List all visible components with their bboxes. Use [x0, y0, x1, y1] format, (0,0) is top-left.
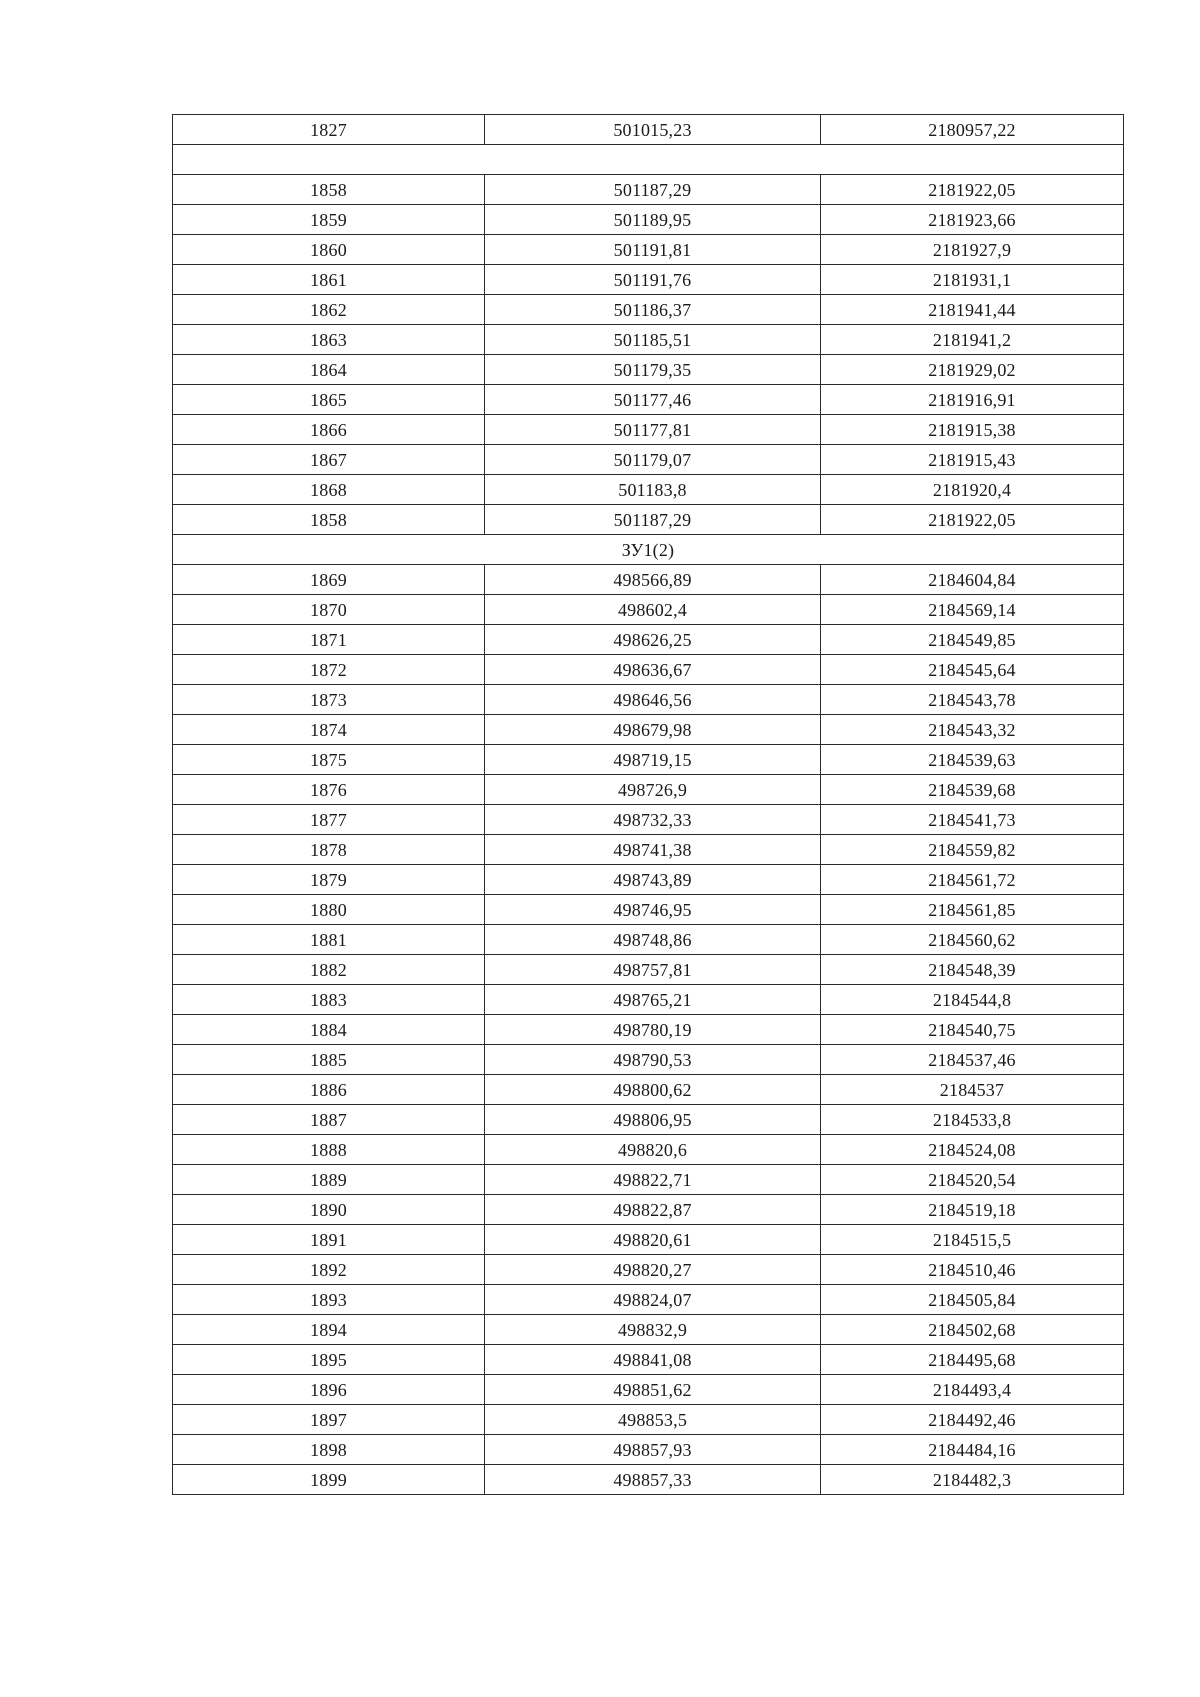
point-number-cell: 1872: [173, 655, 485, 685]
table-row: [173, 1435, 1124, 1465]
y-coordinate-cell: 2184560,62: [821, 925, 1124, 955]
table-row: [173, 835, 1124, 865]
table-row: [173, 805, 1124, 835]
point-number-cell: 1880: [173, 895, 485, 925]
point-number-cell: 1827: [173, 115, 485, 145]
x-coordinate-cell: 498853,5: [485, 1405, 821, 1435]
table-row: [173, 1255, 1124, 1285]
y-coordinate-cell: 2181931,1: [821, 265, 1124, 295]
table-row: [173, 415, 1124, 445]
y-coordinate-cell: 2184537,46: [821, 1045, 1124, 1075]
point-number-cell: 1899: [173, 1465, 485, 1495]
y-coordinate-cell: 2184482,3: [821, 1465, 1124, 1495]
x-coordinate-cell: 498602,4: [485, 595, 821, 625]
x-coordinate-cell: 498719,15: [485, 745, 821, 775]
point-number-cell: 1898: [173, 1435, 485, 1465]
x-coordinate-cell: 498857,93: [485, 1435, 821, 1465]
y-coordinate-cell: 2184543,32: [821, 715, 1124, 745]
point-number-cell: 1861: [173, 265, 485, 295]
separator-row: [173, 145, 1124, 175]
table-row: [173, 955, 1124, 985]
table-row: [173, 685, 1124, 715]
x-coordinate-cell: 501185,51: [485, 325, 821, 355]
x-coordinate-cell: 501179,07: [485, 445, 821, 475]
table-row: [173, 355, 1124, 385]
x-coordinate-cell: 498822,87: [485, 1195, 821, 1225]
point-number-cell: 1891: [173, 1225, 485, 1255]
table-row: [173, 115, 1124, 145]
y-coordinate-cell: 2184539,68: [821, 775, 1124, 805]
table-row: [173, 1315, 1124, 1345]
table-row: [173, 595, 1124, 625]
point-number-cell: 1873: [173, 685, 485, 715]
y-coordinate-cell: 2184561,72: [821, 865, 1124, 895]
point-number-cell: 1878: [173, 835, 485, 865]
point-number-cell: 1869: [173, 565, 485, 595]
x-coordinate-cell: 501015,23: [485, 115, 821, 145]
point-number-cell: 1874: [173, 715, 485, 745]
point-number-cell: 1862: [173, 295, 485, 325]
table-row: [173, 1465, 1124, 1495]
table-row: [173, 1105, 1124, 1135]
table-row: [173, 385, 1124, 415]
y-coordinate-cell: 2184493,4: [821, 1375, 1124, 1405]
x-coordinate-cell: 498732,33: [485, 805, 821, 835]
point-number-cell: 1867: [173, 445, 485, 475]
point-number-cell: 1858: [173, 175, 485, 205]
table-row: [173, 1285, 1124, 1315]
x-coordinate-cell: 498679,98: [485, 715, 821, 745]
coordinates-table: [172, 114, 1124, 1495]
point-number-cell: 1882: [173, 955, 485, 985]
x-coordinate-cell: 498748,86: [485, 925, 821, 955]
section-heading: ЗУ1(2): [173, 535, 1124, 565]
table-row: [173, 505, 1124, 535]
point-number-cell: 1897: [173, 1405, 485, 1435]
table-row: [173, 1225, 1124, 1255]
y-coordinate-cell: 2184541,73: [821, 805, 1124, 835]
x-coordinate-cell: 501183,8: [485, 475, 821, 505]
table-row: [173, 445, 1124, 475]
point-number-cell: 1870: [173, 595, 485, 625]
table-row: [173, 1135, 1124, 1165]
x-coordinate-cell: 501179,35: [485, 355, 821, 385]
point-number-cell: 1864: [173, 355, 485, 385]
y-coordinate-cell: 2181941,2: [821, 325, 1124, 355]
x-coordinate-cell: 498822,71: [485, 1165, 821, 1195]
x-coordinate-cell: 498806,95: [485, 1105, 821, 1135]
table-row: [173, 295, 1124, 325]
y-coordinate-cell: 2181941,44: [821, 295, 1124, 325]
coordinates-table-body: [173, 115, 1124, 1495]
y-coordinate-cell: 2184484,16: [821, 1435, 1124, 1465]
y-coordinate-cell: 2184540,75: [821, 1015, 1124, 1045]
x-coordinate-cell: 498726,9: [485, 775, 821, 805]
point-number-cell: 1884: [173, 1015, 485, 1045]
y-coordinate-cell: 2184543,78: [821, 685, 1124, 715]
x-coordinate-cell: 498800,62: [485, 1075, 821, 1105]
y-coordinate-cell: 2184502,68: [821, 1315, 1124, 1345]
x-coordinate-cell: 501189,95: [485, 205, 821, 235]
point-number-cell: 1885: [173, 1045, 485, 1075]
table-row: [173, 1045, 1124, 1075]
table-row: [173, 1015, 1124, 1045]
x-coordinate-cell: 501191,81: [485, 235, 821, 265]
y-coordinate-cell: 2184549,85: [821, 625, 1124, 655]
point-number-cell: 1893: [173, 1285, 485, 1315]
table-row: [173, 565, 1124, 595]
point-number-cell: 1860: [173, 235, 485, 265]
x-coordinate-cell: 498832,9: [485, 1315, 821, 1345]
y-coordinate-cell: 2184492,46: [821, 1405, 1124, 1435]
point-number-cell: 1887: [173, 1105, 485, 1135]
x-coordinate-cell: 498743,89: [485, 865, 821, 895]
y-coordinate-cell: 2181916,91: [821, 385, 1124, 415]
point-number-cell: 1879: [173, 865, 485, 895]
table-row: [173, 1195, 1124, 1225]
point-number-cell: 1868: [173, 475, 485, 505]
x-coordinate-cell: 501177,46: [485, 385, 821, 415]
x-coordinate-cell: 501186,37: [485, 295, 821, 325]
point-number-cell: 1883: [173, 985, 485, 1015]
y-coordinate-cell: 2184505,84: [821, 1285, 1124, 1315]
point-number-cell: 1890: [173, 1195, 485, 1225]
x-coordinate-cell: 498636,67: [485, 655, 821, 685]
x-coordinate-cell: 498646,56: [485, 685, 821, 715]
x-coordinate-cell: 498841,08: [485, 1345, 821, 1375]
y-coordinate-cell: 2181922,05: [821, 505, 1124, 535]
table-row: [173, 925, 1124, 955]
x-coordinate-cell: 498820,27: [485, 1255, 821, 1285]
x-coordinate-cell: 501177,81: [485, 415, 821, 445]
x-coordinate-cell: 498765,21: [485, 985, 821, 1015]
table-row: [173, 985, 1124, 1015]
x-coordinate-cell: 498780,19: [485, 1015, 821, 1045]
y-coordinate-cell: 2181920,4: [821, 475, 1124, 505]
table-row: [173, 1345, 1124, 1375]
x-coordinate-cell: 498824,07: [485, 1285, 821, 1315]
point-number-cell: 1892: [173, 1255, 485, 1285]
table-row: [173, 205, 1124, 235]
point-number-cell: 1895: [173, 1345, 485, 1375]
point-number-cell: 1866: [173, 415, 485, 445]
x-coordinate-cell: 498741,38: [485, 835, 821, 865]
point-number-cell: 1888: [173, 1135, 485, 1165]
table-row: [173, 1075, 1124, 1105]
separator-cell: [173, 145, 1124, 175]
table-row: [173, 475, 1124, 505]
y-coordinate-cell: 2184544,8: [821, 985, 1124, 1015]
y-coordinate-cell: 2184510,46: [821, 1255, 1124, 1285]
y-coordinate-cell: 2181927,9: [821, 235, 1124, 265]
section-heading-row: [173, 535, 1124, 565]
table-row: [173, 775, 1124, 805]
point-number-cell: 1886: [173, 1075, 485, 1105]
point-number-cell: 1875: [173, 745, 485, 775]
x-coordinate-cell: 498790,53: [485, 1045, 821, 1075]
point-number-cell: 1865: [173, 385, 485, 415]
x-coordinate-cell: 501187,29: [485, 175, 821, 205]
y-coordinate-cell: 2184569,14: [821, 595, 1124, 625]
point-number-cell: 1863: [173, 325, 485, 355]
y-coordinate-cell: 2181915,43: [821, 445, 1124, 475]
y-coordinate-cell: 2184604,84: [821, 565, 1124, 595]
x-coordinate-cell: 498820,6: [485, 1135, 821, 1165]
table-row: [173, 1165, 1124, 1195]
table-row: [173, 1375, 1124, 1405]
table-row: [173, 895, 1124, 925]
table-row: [173, 655, 1124, 685]
y-coordinate-cell: 2184537: [821, 1075, 1124, 1105]
y-coordinate-cell: 2184515,5: [821, 1225, 1124, 1255]
y-coordinate-cell: 2184559,82: [821, 835, 1124, 865]
x-coordinate-cell: 498851,62: [485, 1375, 821, 1405]
table-row: [173, 265, 1124, 295]
table-row: [173, 325, 1124, 355]
table-row: [173, 625, 1124, 655]
y-coordinate-cell: 2184533,8: [821, 1105, 1124, 1135]
y-coordinate-cell: 2184524,08: [821, 1135, 1124, 1165]
y-coordinate-cell: 2184519,18: [821, 1195, 1124, 1225]
y-coordinate-cell: 2184539,63: [821, 745, 1124, 775]
point-number-cell: 1871: [173, 625, 485, 655]
point-number-cell: 1896: [173, 1375, 485, 1405]
x-coordinate-cell: 498746,95: [485, 895, 821, 925]
table-row: [173, 1405, 1124, 1435]
point-number-cell: 1876: [173, 775, 485, 805]
x-coordinate-cell: 501187,29: [485, 505, 821, 535]
y-coordinate-cell: 2181922,05: [821, 175, 1124, 205]
point-number-cell: 1889: [173, 1165, 485, 1195]
table-row: [173, 715, 1124, 745]
y-coordinate-cell: 2184520,54: [821, 1165, 1124, 1195]
point-number-cell: 1859: [173, 205, 485, 235]
y-coordinate-cell: 2184548,39: [821, 955, 1124, 985]
table-row: [173, 235, 1124, 265]
x-coordinate-cell: 498820,61: [485, 1225, 821, 1255]
point-number-cell: 1877: [173, 805, 485, 835]
y-coordinate-cell: 2181915,38: [821, 415, 1124, 445]
y-coordinate-cell: 2184495,68: [821, 1345, 1124, 1375]
x-coordinate-cell: 498626,25: [485, 625, 821, 655]
x-coordinate-cell: 498566,89: [485, 565, 821, 595]
point-number-cell: 1894: [173, 1315, 485, 1345]
table-row: [173, 175, 1124, 205]
table-row: [173, 745, 1124, 775]
y-coordinate-cell: 2181929,02: [821, 355, 1124, 385]
point-number-cell: 1881: [173, 925, 485, 955]
x-coordinate-cell: 501191,76: [485, 265, 821, 295]
y-coordinate-cell: 2180957,22: [821, 115, 1124, 145]
x-coordinate-cell: 498757,81: [485, 955, 821, 985]
y-coordinate-cell: 2184545,64: [821, 655, 1124, 685]
table-row: [173, 865, 1124, 895]
y-coordinate-cell: 2181923,66: [821, 205, 1124, 235]
point-number-cell: 1858: [173, 505, 485, 535]
y-coordinate-cell: 2184561,85: [821, 895, 1124, 925]
x-coordinate-cell: 498857,33: [485, 1465, 821, 1495]
